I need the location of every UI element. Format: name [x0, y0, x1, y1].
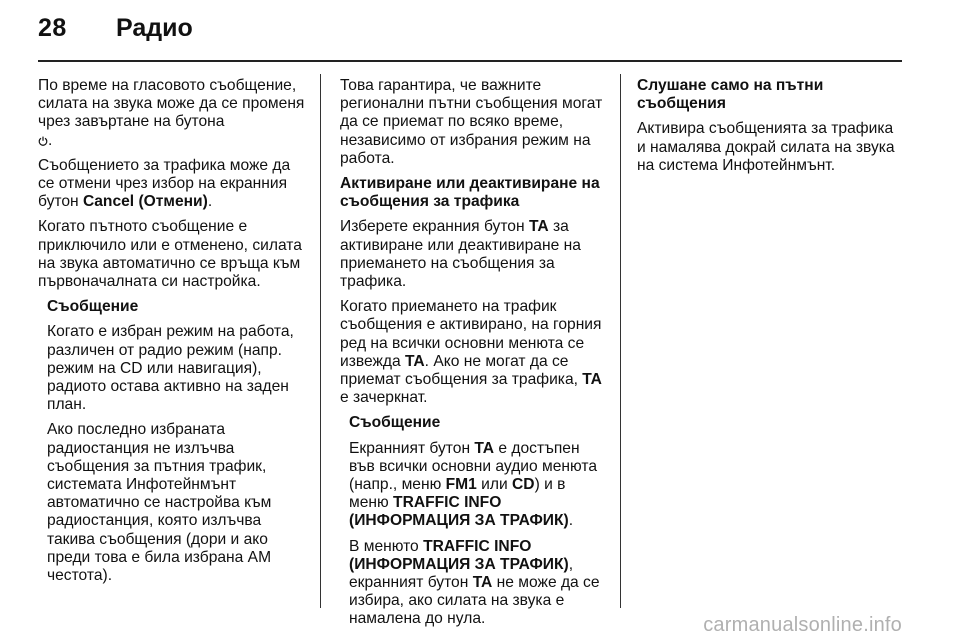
paragraph: По време на гласовото съобщение, силата на звука може да се променя чрез завъртане на бутона . — [38, 77, 305, 149]
paragraph: Когато приемането на трафик съобщения е активирано, на горния ред на всички основни менюта се извежда TA. Ако не могат да се приемат съобщения за трафика, TA е зачеркнат. — [340, 298, 602, 407]
note-title: Съобщение — [47, 298, 139, 316]
note-paragraph: Екранният бутон TA е достъпен във всички основни аудио менюта (напр., меню FM1 или CD) и в меню TRAFFIC INFO (ИНФОРМАЦИЯ ЗА ТРАФИК). — [349, 439, 598, 530]
column-1 — [38, 77, 308, 592]
paragraph: Активира съобщенията за трафика и намалява докрай силата на звука на система Инфотейнмънт. — [637, 120, 895, 174]
header-rule — [38, 60, 902, 62]
paragraph: Изберете екранния бутон TA за активиране или деактивиране на приемането на съобщения за трафика. — [340, 218, 581, 291]
ta-button-ref: TA — [528, 218, 549, 236]
section-heading: Слушане само на пътни съобщения — [637, 77, 824, 113]
section-heading: Активиране или деактивиране на съобщения за трафика — [340, 175, 600, 211]
ta-indicator-ref: TA — [582, 371, 602, 389]
note-title: Съобщение — [349, 414, 441, 432]
column-divider — [620, 74, 621, 608]
note-paragraph: В менюто TRAFFIC INFO (ИНФОРМАЦИЯ ЗА ТРАФИК), екранният бутон TA не може да се избира, ако силата на звука е намалена до нула. — [349, 537, 600, 628]
note-box — [47, 298, 308, 585]
watermark: carmanualsonline.info — [703, 614, 902, 636]
power-knob-icon — [38, 133, 48, 143]
note-paragraph: Когато е избран режим на работа, различен от радио режим (напр. режим на CD или навигация), радиото остава активно на заден план. — [47, 323, 294, 414]
ta-indicator-ref: TA — [405, 352, 425, 370]
note-paragraph: Ако последно избраната радиостанция не излъчва съобщения за пътния трафик, системата Инфотейнмънт автоматично се настройва към радиостанция, която излъчва такива съобщения (дори и ако преди това е била избрана AM честота). — [47, 421, 272, 585]
column-2 — [340, 77, 606, 636]
cancel-button-ref: Cancel (Отмени) — [82, 193, 208, 211]
column-divider — [320, 74, 321, 608]
paragraph: Когато пътното съобщение е приключило или е отменено, силата на звука автоматично се връща към първоначалната си настройка. — [38, 218, 302, 291]
page-number: 28 — [38, 14, 67, 42]
note-box — [349, 414, 606, 628]
paragraph: Това гарантира, че важните регионални пътни съобщения могат да се приемат по всяко време, независимо от избрания режим на работа. — [340, 77, 603, 167]
chapter-title: Радио — [116, 14, 193, 42]
column-3 — [637, 77, 905, 182]
paragraph: Съобщението за трафика може да се отмени чрез избор на екранния бутон Cancel (Отмени). — [38, 156, 291, 211]
